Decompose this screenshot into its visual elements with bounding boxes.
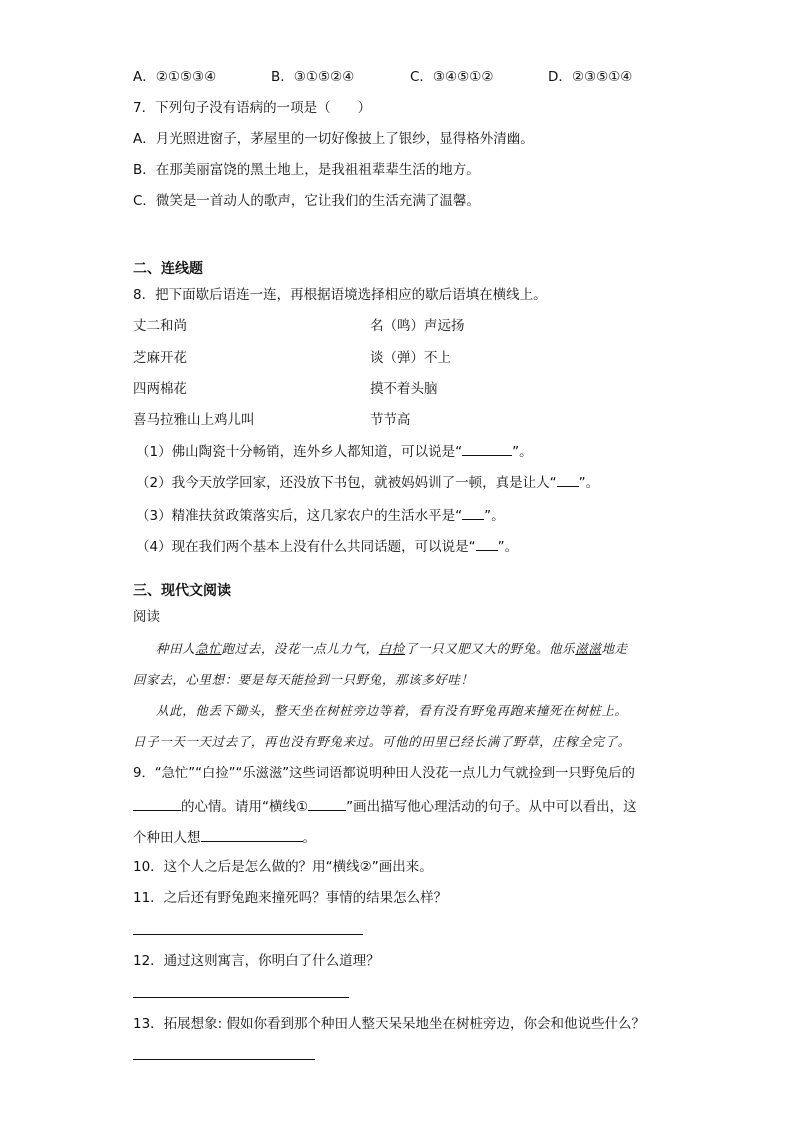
fill-sentence-3: （3）精准扶贫政策落实后，这几家农户的生活水平是“ ”。 — [136, 505, 505, 525]
q8-stem: 8．把下面歇后语连一连，再根据语境选择相应的歇后语填在横线上。 — [133, 287, 547, 303]
underlined-word-baijian: 白捡 — [378, 641, 405, 656]
q9-blank-2[interactable] — [308, 796, 346, 811]
fill-sentence-4: （4）现在我们两个基本上没有什么共同话题，可以说是“ ”。 — [136, 536, 518, 556]
q6-option-c: C．③④⑤①② — [410, 69, 494, 85]
q13-stem: 13．拓展想象: 假如你看到那个种田人整天呆呆地坐在树桩旁边，你会和他说些什么？ — [133, 1016, 646, 1032]
match-left-1: 丈二和尚 — [133, 318, 187, 334]
section2-title: 二、连线题 — [133, 261, 203, 277]
q12-answer-line[interactable] — [133, 997, 349, 998]
q10-stem: 10．这个人之后是怎么做的？用“横线②”画出来。 — [133, 859, 433, 875]
story-p1-line2: 回家去，心里想：要是每天能捡到一只野兔，那该多好哇！ — [133, 672, 474, 687]
match-right-1: 名（鸣）声远扬 — [370, 318, 465, 334]
q6-option-a: A．②①⑤③④ — [133, 69, 217, 85]
q7-option-a: A．月光照进窗子，茅屋里的一切好像披上了银纱，显得格外清幽。 — [133, 131, 534, 147]
match-right-3: 摸不着头脑 — [370, 381, 438, 397]
fill-blank-2[interactable] — [557, 472, 579, 487]
story-p2-line1: 从此，他丢下锄头，整天坐在树桩旁边等着，看有没有野兔再跑来撞死在树桩上。 — [156, 703, 628, 718]
underlined-word-zizi: 滋滋 — [575, 641, 602, 656]
match-left-3: 四两棉花 — [133, 381, 187, 397]
q6-option-b: B．③①⑤②④ — [271, 69, 355, 85]
q7-option-c: C．微笑是一首动人的歌声，它让我们的生活充满了温馨。 — [133, 193, 480, 209]
section3-title: 三、现代文阅读 — [133, 583, 231, 599]
q9-line1: 9．“急忙”“白捡”“乐滋滋”这些词语都说明种田人没花一点儿力气就捡到一只野兔后的 — [133, 766, 635, 781]
fill-blank-3[interactable] — [462, 505, 484, 520]
q12-stem: 12．通过这则寓言，你明白了什么道理？ — [133, 953, 380, 969]
story-p1-line1: 种田人急忙跑过去，没花一点儿力气，白捡了一只又肥又大的野兔。他乐滋滋地走 — [156, 641, 628, 656]
fill-sentence-2: （2）我今天放学回家，还没放下书包，就被妈妈训了一顿，真是让人“ ”。 — [136, 472, 599, 492]
q7-option-b: B．在那美丽富饶的黑土地上，是我祖祖辈辈生活的地方。 — [133, 162, 480, 178]
q11-answer-line[interactable] — [133, 934, 363, 935]
q9-line3: 个种田人想 。 — [133, 827, 316, 847]
story-p2-line2: 日子一天一天过去了，再也没有野兔来过。可他的田里已经长满了野草，庄稼全完了。 — [133, 734, 631, 749]
q13-answer-line[interactable] — [133, 1059, 315, 1060]
q7-stem: 7．下列句子没有语病的一项是（ ） — [133, 100, 372, 116]
fill-blank-4[interactable] — [476, 536, 498, 551]
match-left-4: 喜马拉雅山上鸡儿叫 — [133, 412, 255, 428]
underlined-word-jimang: 急忙 — [195, 641, 222, 656]
q11-stem: 11．之后还有野兔跑来撞死吗？事情的结果怎么样？ — [133, 890, 448, 906]
fill-blank-1[interactable] — [462, 441, 512, 456]
q9-blank-3[interactable] — [201, 827, 303, 842]
fill-sentence-1: （1）佛山陶瓷十分畅销，连外乡人都知道，可以说是“ ”。 — [136, 441, 533, 461]
match-right-4: 节节高 — [370, 412, 411, 428]
reading-label: 阅读 — [133, 609, 160, 625]
q9-blank-1[interactable] — [133, 796, 181, 811]
match-right-2: 谈（弹）不上 — [370, 350, 451, 366]
match-left-2: 芝麻开花 — [133, 350, 187, 366]
q9-line2: 的心情。请用“横线① ”画出描写他心理活动的句子。从中可以看出，这 — [133, 796, 637, 816]
q6-option-d: D．②③⑤①④ — [548, 69, 633, 85]
